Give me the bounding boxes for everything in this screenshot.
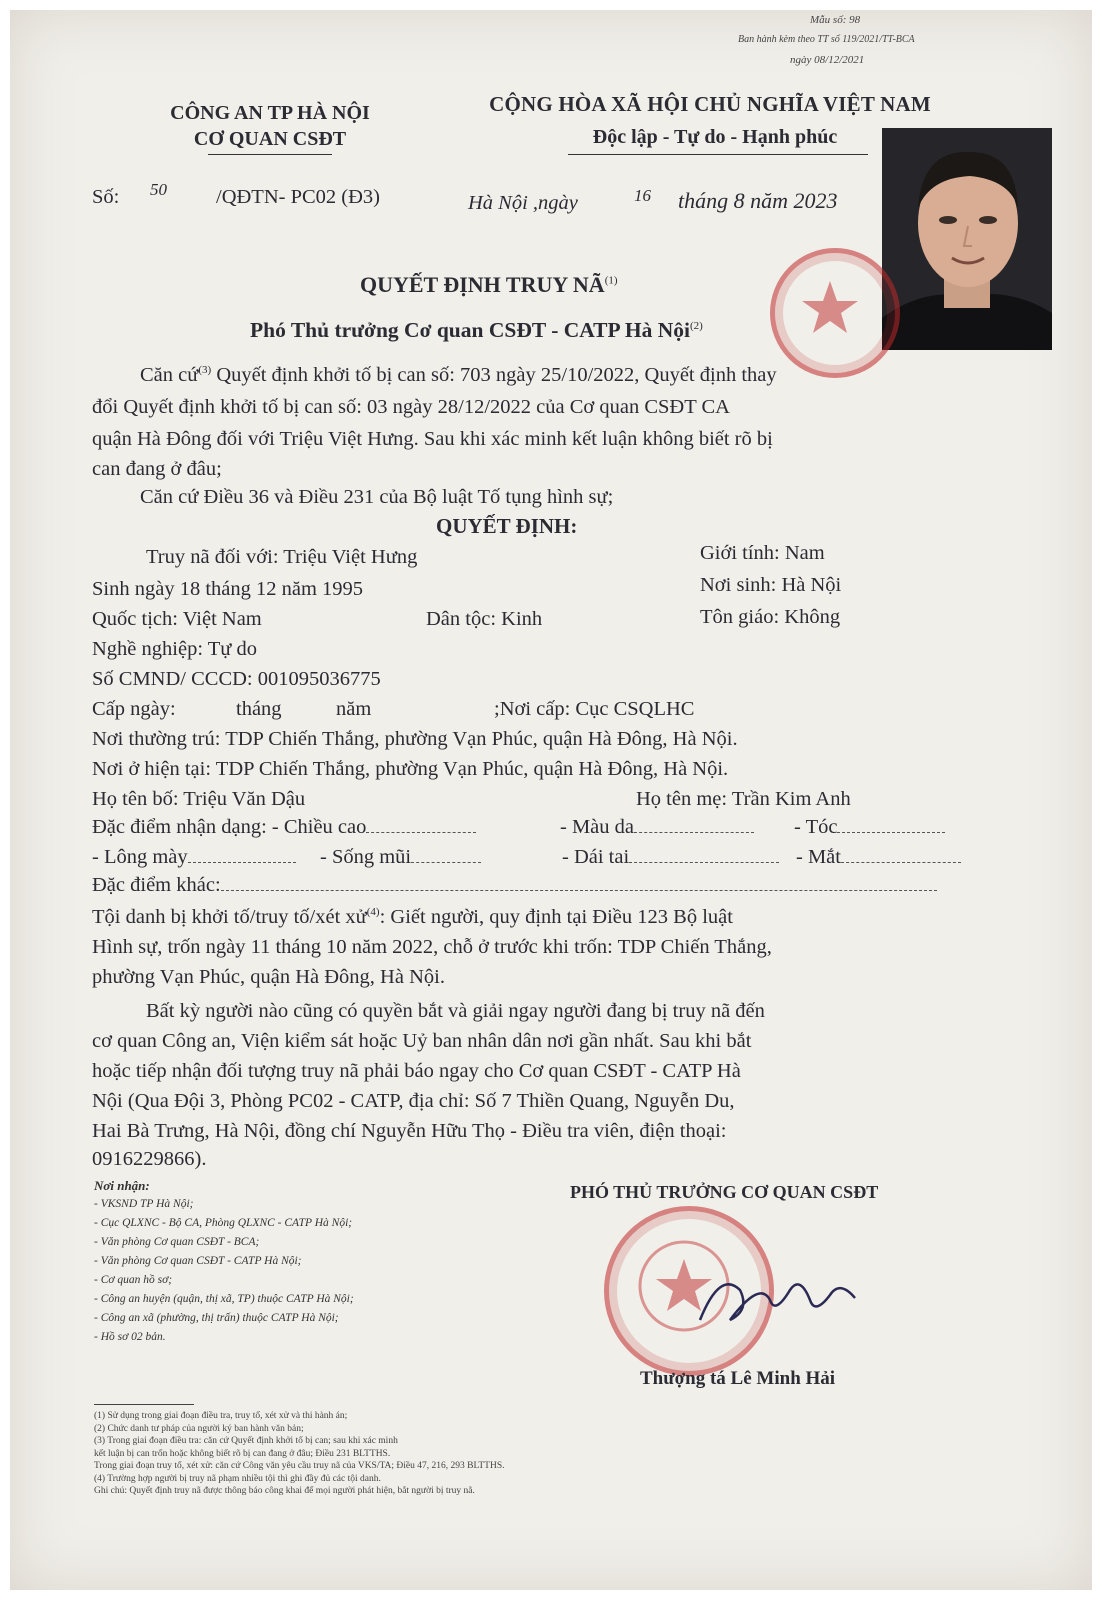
footnote: (2) Chức danh tư pháp của người ký ban hành văn bản;: [94, 1423, 304, 1434]
footnote: kết luận bị can trốn hoặc không biết rõ bị can đang ở đâu; Điều 231 BLTTHS.: [94, 1448, 391, 1459]
motto-underline: [568, 154, 868, 155]
issue-date-prefix: Hà Nội ,ngày: [468, 192, 578, 214]
instruction-line-4: Nội (Qua Đội 3, Phòng PC02 - CATP, địa chỉ: Số 7 Thiền Quang, Nguyễn Du,: [92, 1090, 735, 1112]
issuer-title: Phó Thủ trưởng Cơ quan CSĐT - CATP Hà Nội$^{(2)}$: [250, 318, 703, 342]
agency-name: CÔNG AN TP HÀ NỘI: [170, 102, 370, 124]
recipient-item: - Công an xã (phường, thị trấn) thuộc CATP Hà Nội;: [94, 1312, 339, 1324]
features-eyebrows: - Lông mày: [92, 846, 296, 869]
features-eyes: - Mắt: [796, 846, 961, 869]
footnote: (4) Trường hợp người bị truy nã phạm nhiều tội thì ghi đầy đủ các tội danh.: [94, 1473, 381, 1484]
form-legal-basis: Ban hành kèm theo TT số 119/2021/TT-BCA: [738, 34, 915, 45]
features-height: Đặc điểm nhận dạng: - Chiều cao: [92, 816, 476, 839]
issue-date-suffix: tháng 8 năm 2023: [678, 188, 838, 213]
nationality: Quốc tịch: Việt Nam: [92, 608, 262, 630]
decision-heading: QUYẾT ĐỊNH:: [436, 514, 578, 538]
national-motto: Độc lập - Tự do - Hạnh phúc: [592, 126, 838, 148]
features-nose: - Sống mũi: [320, 846, 481, 869]
recipient-item: - Văn phòng Cơ quan CSĐT - BCA;: [94, 1236, 260, 1248]
crime-line-1: Tội danh bị khởi tố/truy tố/xét xử$^{(4)}$: Giết người, quy định tại Điều 123 Bộ luật: [92, 906, 733, 928]
crime-line-2: Hình sự, trốn ngày 11 tháng 10 năm 2022, chỗ ở trước khi trốn: TDP Chiến Thắng,: [92, 936, 772, 958]
id-issue-month: tháng: [236, 698, 282, 720]
basis-line-5: Căn cứ Điều 36 và Điều 231 của Bộ luật Tố tụng hình sự;: [140, 486, 614, 508]
religion: Tôn giáo: Không: [700, 606, 841, 628]
recipient-item: - VKSND TP Hà Nội;: [94, 1198, 194, 1210]
document-number-value: 50: [150, 180, 167, 199]
id-issue-place: ;Nơi cấp: Cục CSQLHC: [494, 698, 695, 720]
instruction-line-6: 0916229866).: [92, 1148, 207, 1170]
wanted-person: Truy nã đối với: Triệu Việt Hưng: [146, 546, 418, 568]
footnote: Trong giai đoạn truy tố, xét xử: căn cứ Công văn yêu cầu truy nã của VKS/TA; Điều 47, 216, 293 BLTTHS.: [94, 1461, 505, 1471]
instruction-line-1: Bất kỳ người nào cũng có quyền bắt và giải ngay người đang bị truy nã đến: [146, 1000, 765, 1022]
mother-name: Họ tên mẹ: Trần Kim Anh: [636, 788, 851, 810]
basis-line-2: đổi Quyết định khởi tố bị can số: 03 ngày 28/12/2022 của Cơ quan CSĐT CA: [92, 396, 730, 418]
handwritten-signature: [690, 1250, 870, 1340]
issue-date-day: 16: [634, 186, 651, 205]
agency-department: CƠ QUAN CSĐT: [193, 128, 347, 150]
instruction-line-2: cơ quan Công an, Viện kiểm sát hoặc Uỷ ban nhân dân nơi gần nhất. Sau khi bắt: [92, 1030, 752, 1052]
basis-line-1: Căn cứ$^{(3)}$ Quyết định khởi tố bị can số: 703 ngày 25/10/2022, Quyết định thay: [140, 364, 777, 386]
gender: Giới tính: Nam: [700, 542, 825, 564]
signer-title: PHÓ THỦ TRƯỞNG CƠ QUAN CSĐT: [570, 1182, 879, 1202]
basis-line-4: can đang ở đâu;: [92, 458, 222, 480]
id-number: Số CMND/ CCCD: 001095036775: [92, 668, 381, 690]
current-address: Nơi ở hiện tại: TDP Chiến Thắng, phường Vạn Phúc, quận Hà Đông, Hà Nội.: [92, 758, 729, 780]
recipient-item: - Cục QLXNC - Bộ CA, Phòng QLXNC - CATP Hà Nội;: [94, 1217, 353, 1229]
footnote-divider: [94, 1404, 194, 1405]
recipient-item: - Cơ quan hồ sơ;: [94, 1274, 173, 1286]
recipients-list: [94, 1176, 354, 1347]
recipient-item: - Công an huyện (quận, thị xã, TP) thuộc CATP Hà Nội;: [94, 1293, 354, 1305]
footnote: (3) Trong giai đoạn điều tra: căn cứ Quyết định khởi tố bị can; sau khi xác minh: [94, 1436, 398, 1446]
agency-underline: [208, 154, 332, 155]
crime-line-3: phường Vạn Phúc, quận Hà Đông, Hà Nội.: [92, 966, 445, 988]
instruction-line-5: Hai Bà Trưng, Hà Nội, đồng chí Nguyễn Hữu Thọ - Điều tra viên, điện thoại:: [92, 1120, 727, 1142]
footnote: Ghi chú: Quyết định truy nã được thông báo công khai để mọi người phát hiện, bắt người bị truy nã.: [94, 1486, 475, 1496]
form-date: ngày 08/12/2021: [790, 54, 865, 66]
suspect-photo: [882, 128, 1052, 350]
other-features: Đặc điểm khác:: [92, 874, 937, 897]
country-name: CỘNG HÒA XÃ HỘI CHỦ NGHĨA VIỆT NAM: [489, 92, 931, 116]
features-hair: - Tóc: [794, 816, 945, 839]
id-issue-day: Cấp ngày:: [92, 698, 176, 720]
form-number: Mẫu số: 98: [810, 14, 861, 26]
decision-title: QUYẾT ĐỊNH TRUY NÃ$^{(1)}$: [360, 272, 618, 297]
official-seal-top: [770, 248, 900, 378]
recipients-title: Nơi nhận:: [94, 1178, 150, 1193]
date-of-birth: Sinh ngày 18 tháng 12 năm 1995: [92, 578, 364, 600]
recipient-item: - Văn phòng Cơ quan CSĐT - CATP Hà Nội;: [94, 1255, 302, 1267]
footnote: (1) Sử dụng trong giai đoạn điều tra, truy tố, xét xử và thi hành án;: [94, 1411, 348, 1421]
occupation: Nghề nghiệp: Tự do: [92, 638, 258, 660]
document-number-label: Số:: [92, 186, 120, 208]
signer-name: Thượng tá Lê Minh Hải: [640, 1368, 836, 1389]
document-page: [10, 10, 1092, 1590]
father-name: Họ tên bố: Triệu Văn Dậu: [92, 788, 306, 810]
footnotes: [94, 1410, 505, 1498]
features-skin: - Màu da: [560, 816, 754, 839]
ethnicity: Dân tộc: Kinh: [426, 608, 543, 630]
birthplace: Nơi sinh: Hà Nội: [700, 574, 842, 596]
instruction-line-3: hoặc tiếp nhận đối tượng truy nã phải báo ngay cho Cơ quan CSĐT - CATP Hà: [92, 1060, 741, 1082]
id-issue-year: năm: [336, 698, 372, 720]
basis-line-3: quận Hà Đông đối với Triệu Việt Hưng. Sau khi xác minh kết luận không biết rõ bị: [92, 428, 773, 450]
recipient-item: - Hồ sơ 02 bản.: [94, 1331, 166, 1343]
features-ears: - Dái tai: [562, 846, 779, 869]
permanent-address: Nơi thường trú: TDP Chiến Thắng, phường Vạn Phúc, quận Hà Đông, Hà Nội.: [92, 728, 738, 750]
document-number-suffix: /QĐTN- PC02 (Đ3): [216, 186, 380, 208]
